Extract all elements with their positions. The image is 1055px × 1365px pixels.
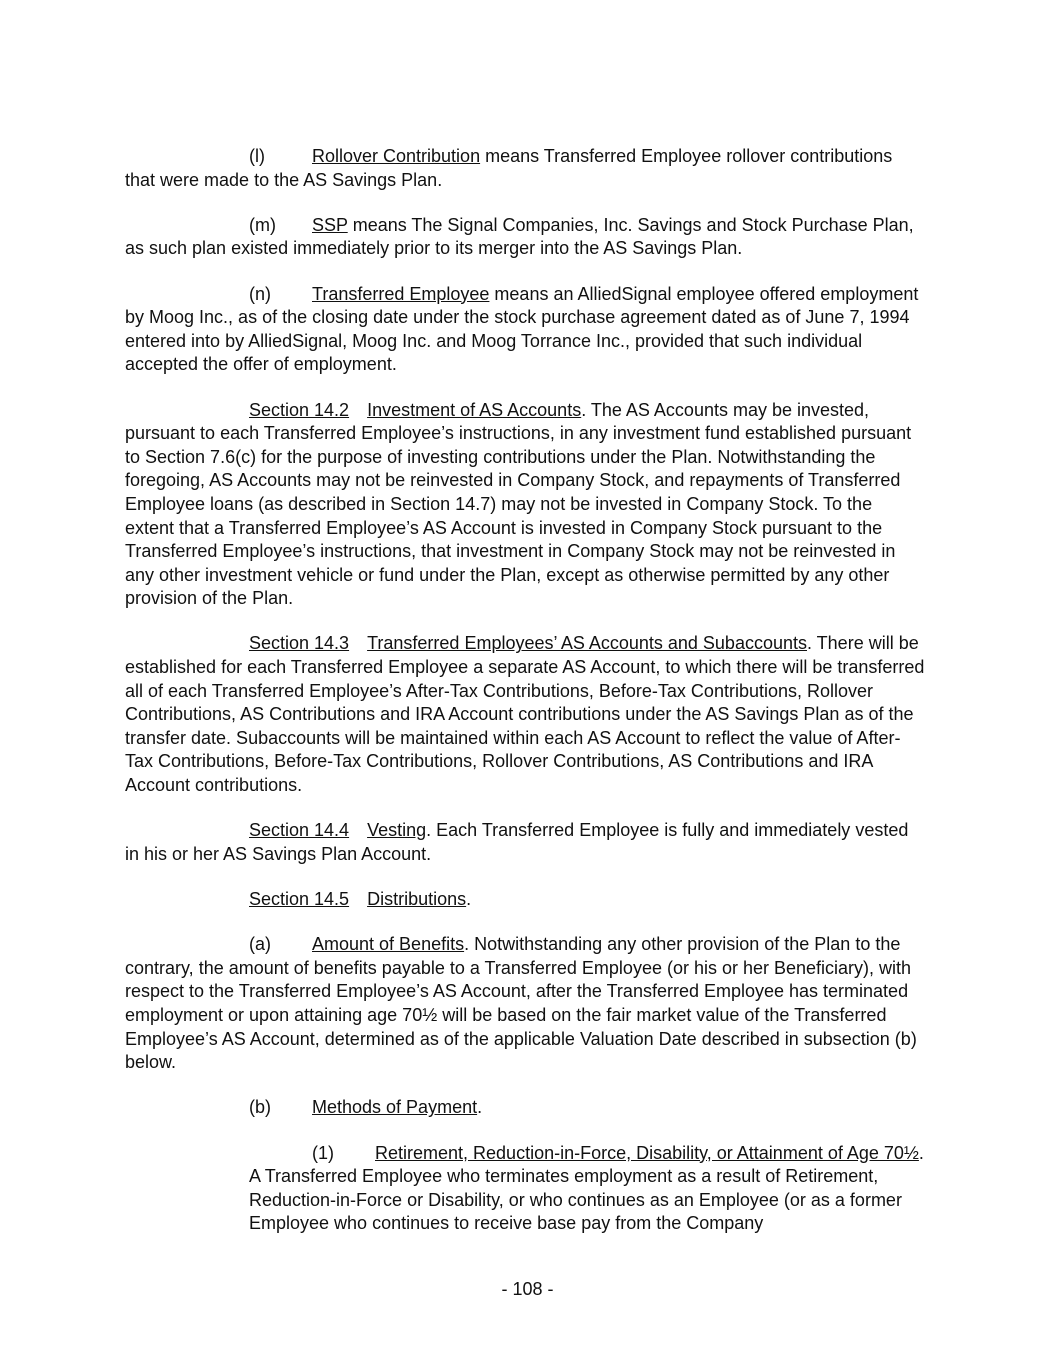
definition-m: [125, 214, 925, 261]
section-number: Section 14.4: [249, 820, 350, 841]
section-text: . The AS Accounts may be invested, pursuant to each Transferred Employee’s instructions, in any investment fund established pursuant to Section 7.6(c) for the purpose of investing contributions under the Plan. Notwithstanding the foregoing, AS Accounts may not be reinvested in Company Stock, and repayments of Transferred Employee loans (as described in Section 14.7) may not be invested in Company Stock. To the extent that a Transferred Employee’s AS Account is invested in Company Stock pursuant to the Transferred Employee’s instructions, that investment in Company Stock may not be reinvested in any other investment vehicle or fund under the Plan, except as otherwise permitted by any other provision of the Plan.: [125, 399, 912, 609]
subsection-text: . A Transferred Employee who terminates employment as a result of Retirement, Reduction-in-Force or Disability, or who continues as an Employee (or as a former Employee who continues to receive base pay from the Company: [249, 1142, 924, 1234]
section-number: Section 14.2: [249, 399, 350, 420]
section-text: . There will be established for each Transferred Employee a separate AS Account, to which there will be transferred all of each Transferred Employee’s After-Tax Contributions, Before-Tax Contributions, Rollover Contributions, AS Contributions and IRA Account contributions under the AS Savings Plan as of the transfer date. Subaccounts will be maintained within each AS Account to reflect the value of After-Tax Contributions, Before-Tax Contributions, Rollover Contributions, AS Contributions and IRA Account contributions.: [125, 633, 925, 796]
subsection-title: Amount of Benefits: [312, 934, 465, 955]
subsection-a: [125, 933, 925, 1075]
section-title: Investment of AS Accounts: [367, 399, 582, 420]
section-text: . Each Transferred Employee is fully and immediately vested in his or her AS Savings Plan Account.: [125, 820, 909, 864]
section-title: Vesting: [367, 820, 427, 841]
section-14-4: [125, 819, 925, 866]
section-14-5: [125, 888, 925, 912]
subsection-b: [125, 1096, 925, 1120]
subsection-text: .: [477, 1097, 483, 1118]
definition-label: (n): [249, 283, 271, 304]
subsection-label: (b): [249, 1097, 271, 1118]
subsection-title: Retirement, Reduction-in-Force, Disability, or Attainment of Age 70½: [375, 1142, 919, 1163]
definition-text: means The Signal Companies, Inc. Savings and Stock Purchase Plan, as such plan existed immediately prior to its merger into the AS Savings Plan.: [125, 214, 914, 259]
defined-term: Transferred Employee: [312, 283, 490, 304]
section-title: Distributions: [367, 889, 467, 909]
definition-n: [125, 283, 925, 377]
defined-term: SSP: [312, 214, 348, 235]
section-14-2: [125, 399, 925, 611]
section-title: Transferred Employees’ AS Accounts and Subaccounts: [367, 633, 807, 654]
defined-term: Rollover Contribution: [312, 146, 481, 166]
subsection-b-1: [125, 1142, 925, 1236]
section-text: .: [466, 889, 472, 909]
subsection-text: . Notwithstanding any other provision of the Plan to the contrary, the amount of benefits payable to a Transferred Employee (or his or her Beneficiary), with respect to the Transferred Employee’s AS Account, after the Transferred Employee has terminated employment or upon attaining age 70½ will be based on the fair market value of the Transferred Employee’s AS Account, determined as of the applicable Valuation Date described in subsection (b) below.: [125, 934, 917, 1073]
section-number: Section 14.3: [249, 633, 350, 654]
definition-label: (l): [249, 146, 265, 166]
definition-text: means an AlliedSignal employee offered employment by Moog Inc., as of the closing date under the stock purchase agreement dated as of June 7, 1994 entered into by AlliedSignal, Moog Inc. and Moog Torrance Inc., provided that such individual accepted the offer of employment.: [125, 283, 919, 375]
document-body: [125, 145, 925, 1236]
page-number: - 108 -: [501, 1279, 554, 1299]
section-number: Section 14.5: [249, 889, 350, 909]
definition-l: [125, 145, 925, 192]
definition-text: means Transferred Employee rollover contributions that were made to the AS Savings Plan.: [125, 146, 893, 190]
section-14-3: [125, 632, 925, 797]
subsection-label: (a): [249, 934, 271, 955]
subsection-title: Methods of Payment: [312, 1097, 478, 1118]
subsection-label: (1): [312, 1142, 334, 1163]
definition-label: (m): [249, 214, 276, 235]
